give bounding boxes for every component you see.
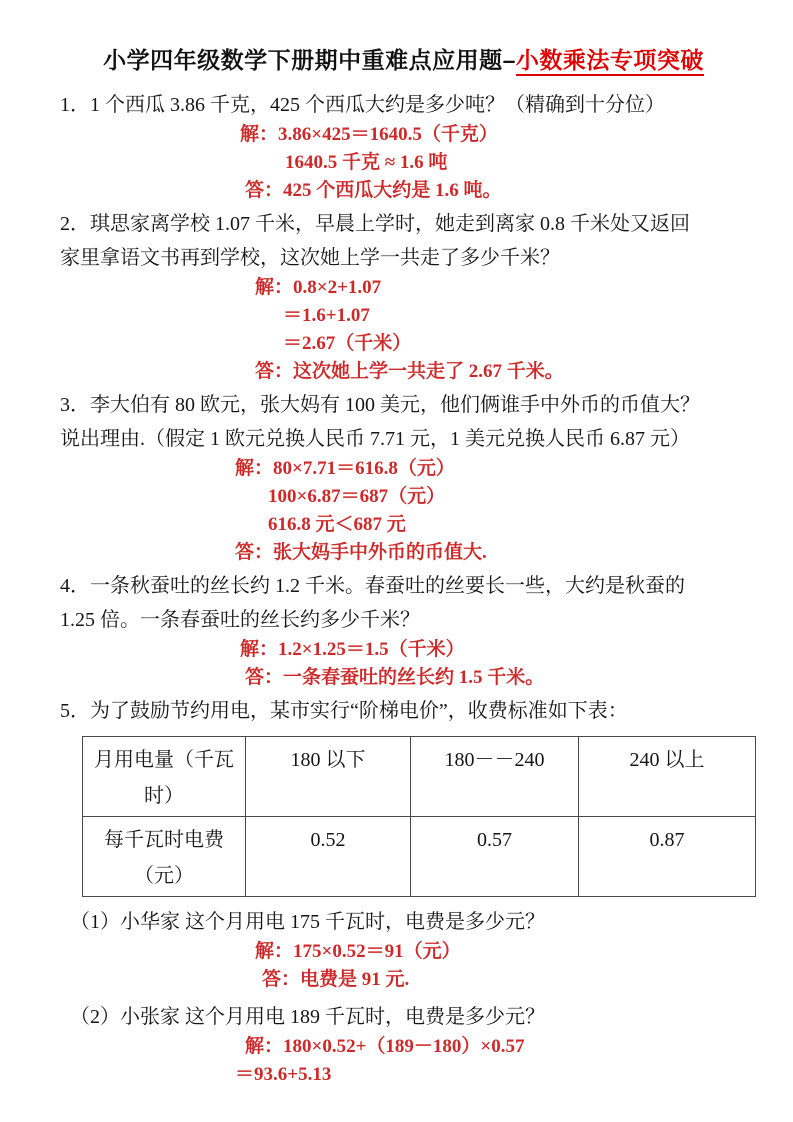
- solution-line: 解：80×7.71＝616.8（元）: [235, 458, 455, 479]
- solution-line: 解：3.86×425＝1640.5（千克）: [240, 124, 498, 145]
- table-cell-tier-2-range: 180－－240: [411, 737, 579, 817]
- problem-4-question-line-1: 4．一条秋蚕吐的丝长约 1.2 千米。春蚕吐的丝要长一些，大约是秋蚕的: [60, 575, 685, 597]
- problem-5-question: 5．为了鼓励节约用电，某市实行“阶梯电价”，收费标准如下表：: [60, 700, 628, 722]
- answer-line: 答：425 个西瓜大约是 1.6 吨。: [245, 180, 502, 201]
- answer-line: 答：这次她上学一共走了 2.67 千米。: [255, 361, 564, 382]
- problem-3-solution: [235, 457, 757, 564]
- title-highlight-text: 小数乘法专项突破: [516, 47, 704, 76]
- solution-line: 解：180×0.52+（189－180）×0.57: [245, 1036, 525, 1057]
- problem-1-question: 1．1 个西瓜 3.86 千克，425 个西瓜大约是多少吨？（精确到十分位）: [60, 94, 665, 116]
- tariff-table-price-row: [83, 817, 756, 897]
- table-cell-tier-2-price: 0.57: [411, 817, 579, 897]
- problem-3-question-line-1: 3．李大伯有 80 欧元，张大妈有 100 美元，他们俩谁手中外币的币值大？: [60, 394, 700, 416]
- table-cell-price-label: 每千瓦时电费（元）: [83, 817, 246, 897]
- table-cell-tier-1-price: 0.52: [246, 817, 411, 897]
- problem-2: [60, 207, 757, 383]
- solution-line: 616.8 元＜687 元: [268, 514, 406, 535]
- problem-4-question-line-2: 1.25 倍。一条春蚕吐的丝长约多少千米？: [60, 609, 420, 631]
- table-cell-tier-3-price: 0.87: [579, 817, 756, 897]
- problem-2-question-line-2: 家里拿语文书再到学校，这次她上学一共走了多少千米？: [60, 247, 560, 269]
- problem-5-part-1-question: （1）小华家 这个月用电 175 千瓦时，电费是多少元？: [70, 911, 545, 933]
- problem-1-solution: [240, 123, 757, 202]
- problem-4: [60, 569, 757, 689]
- table-cell-usage-label: 月用电量（千瓦时）: [83, 737, 246, 817]
- problem-2-solution: [255, 276, 757, 383]
- solution-line: 100×6.87＝687（元）: [268, 486, 446, 507]
- answer-line: 答：张大妈手中外币的币值大.: [235, 542, 487, 563]
- solution-line: ＝1.6+1.07: [283, 305, 370, 326]
- problem-2-question-line-1: 2．琪思家离学校 1.07 千米，早晨上学时，她走到离家 0.8 千米处又返回: [60, 213, 690, 235]
- solution-line: 1640.5 千克 ≈ 1.6 吨: [285, 152, 448, 173]
- problem-5-part-2-solution: [235, 1035, 757, 1086]
- solution-line: 解：175×0.52＝91（元）: [255, 941, 461, 962]
- solution-line: ＝93.6+5.13: [235, 1064, 332, 1085]
- problem-5: [60, 694, 757, 1086]
- solution-line: 解：1.2×1.25＝1.5（千米）: [240, 639, 465, 660]
- problem-5-part-2-question: （2）小张家 这个月用电 189 千瓦时，电费是多少元？: [70, 1006, 545, 1028]
- solution-line: 解：0.8×2+1.07: [255, 277, 382, 298]
- problem-5-part-1-solution: [255, 940, 757, 991]
- problem-3: [60, 388, 757, 564]
- answer-line: 答：一条春蚕吐的丝长约 1.5 千米。: [245, 667, 545, 688]
- table-cell-tier-3-range: 240 以上: [579, 737, 756, 817]
- page-title: [50, 42, 757, 75]
- answer-line: 答：电费是 91 元.: [262, 969, 410, 990]
- title-main-text: 小学四年级数学下册期中重难点应用题–: [103, 47, 516, 73]
- table-cell-tier-1-range: 180 以下: [246, 737, 411, 817]
- problem-4-solution: [240, 638, 757, 689]
- solution-line: ＝2.67（千米）: [283, 333, 412, 354]
- problem-3-question-line-2: 说出理由.（假定 1 欧元兑换人民币 7.71 元，1 美元兑换人民币 6.87 元）: [60, 428, 690, 450]
- tariff-table: [82, 736, 756, 897]
- tariff-table-header-row: [83, 737, 756, 817]
- problem-1: [60, 88, 757, 202]
